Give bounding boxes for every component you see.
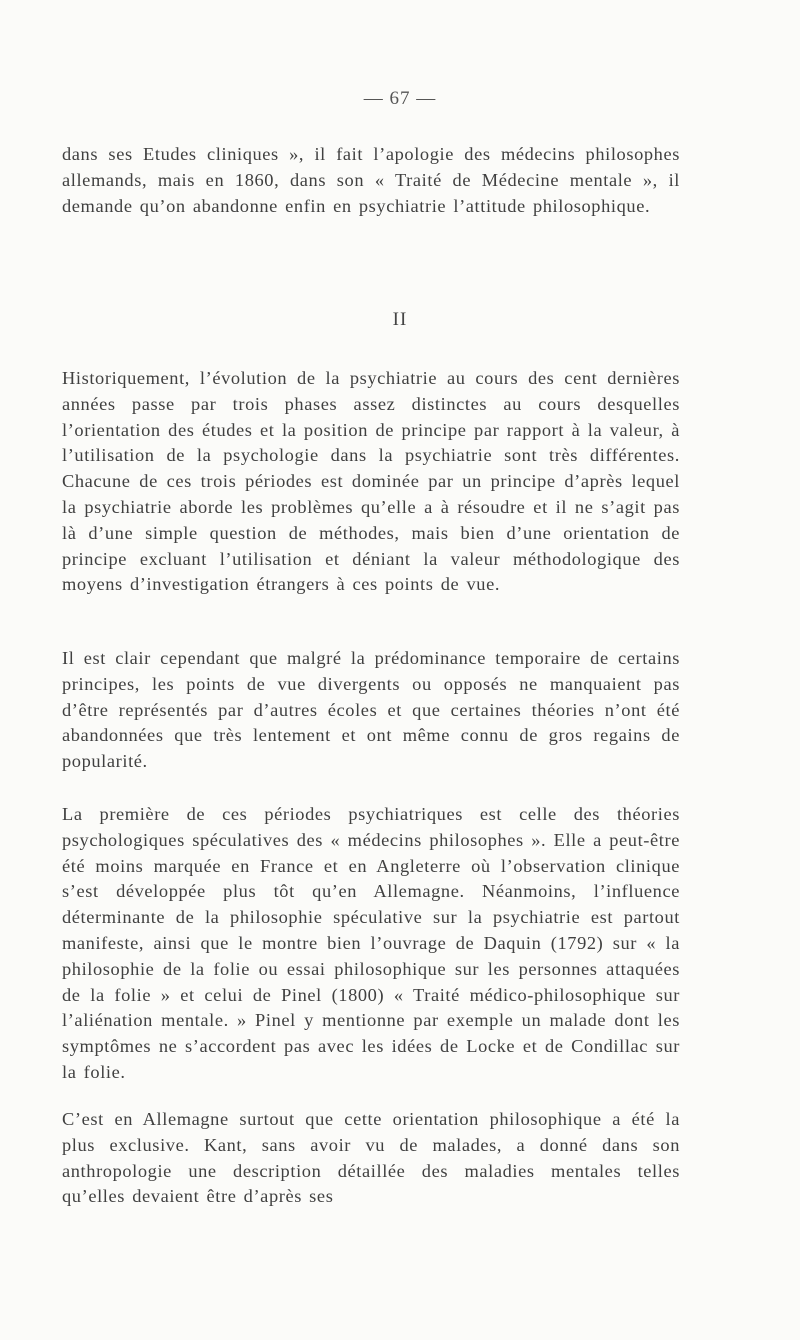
paragraph-history: Historiquement, l’évolution de la psychiatrie au cours des cent dernières années passe par trois phases assez distinctes au cours desquelles l’orientation des études et la position de principe par rapport à la valeur, à l’utilisation de la psychologie dans la psychiatrie sont très différentes. Chacune de ces trois périodes est dominée par un principe d’après lequel la psychiatrie aborde les problèmes qu’elle a à résoudre et il ne s’agit pas là d’une simple question de méthodes, mais bien d’une orientation de principe excluant l’utilisation et déniant la valeur méthodologique des moyens d’investigation étrangers à ces points de vue.: [62, 368, 680, 595]
paragraph-germany: C’est en Allemagne surtout que cette orientation philosophique a été la plus exclusive. Kant, sans avoir vu de malades, a donné dans son anthropologie une description détaillée des maladies mentales telles qu’elles devaient être d’après ses: [62, 1109, 680, 1207]
paragraph-divergent-views: Il est clair cependant que malgré la prédominance temporaire de certains principes, les points de vue divergents ou opposés ne manquaient pas d’être représentés par d’autres écoles et que certaines théories n’ont été abandonnées que très lentement et ont même connu de gros regains de popularité.: [62, 648, 680, 772]
page-number: — 67 —: [363, 88, 437, 109]
section-heading: II: [392, 309, 408, 330]
paragraph-first-period: La première de ces périodes psychiatriques est celle des théories psychologiques spéculatives des « médecins philosophes ». Elle a peut-être été moins marquée en France et en Angleterre où l’observation clinique s’est développée plus tôt qu’en Allemagne. Néanmoins, l’influence déterminante de la philosophie spéculative sur la psychiatrie est partout manifeste, ainsi que le montre bien l’ouvrage de Daquin (1792) sur « la philosophie de la folie ou essai philosophique sur les personnes attaquées de la folie » et celui de Pinel (1800) « Traité médico-philosophique sur l’aliénation mentale. » Pinel y mentionne par exemple un malade dont les symptômes ne s’accordent pas avec les idées de Locke et de Condillac sur la folie.: [62, 804, 680, 1082]
paragraph-continuation: dans ses Etudes cliniques », il fait l’apologie des médecins philosophes allemands, mais en 1860, dans son « Traité de Médecine mentale », il demande qu’on abandonne enfin en psychiatrie l’attitude philosophique.: [62, 144, 680, 216]
